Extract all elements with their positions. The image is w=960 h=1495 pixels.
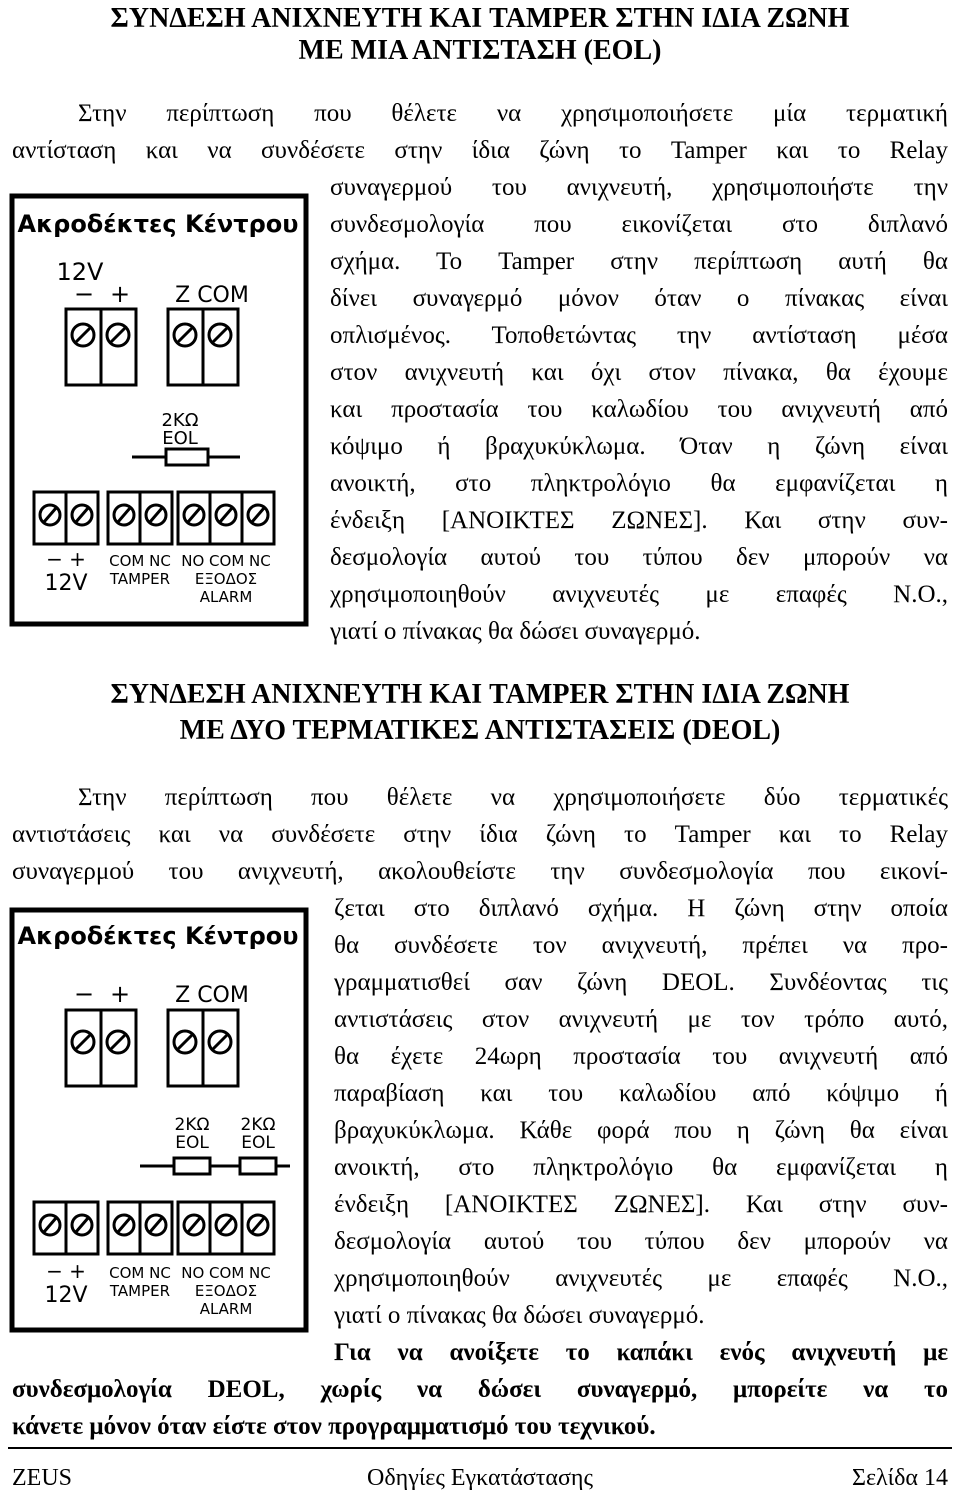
footer-rule	[8, 1447, 952, 1449]
section2-title-line1: ΣΥΝΔΕΣΗ ΑΝΙΧΝΕΥΤΗ ΚΑΙ TAMPER ΣΤΗΝ ΙΔΙΑ ΖΩΝΗ	[110, 679, 850, 710]
s1-line-7: οπλισμένος. Τοποθετώντας την αντίσταση μέσα	[330, 322, 948, 349]
resistor-1-value: 2KΩ	[174, 1115, 210, 1135]
s1-line-13: δεσμολογία αυτού του τύπου δεν μπορούν να	[330, 544, 948, 571]
panel-12v: 12V	[56, 258, 104, 286]
det-alarm: ALARM	[199, 588, 253, 606]
wiring-diagram-deol	[8, 906, 318, 1338]
panel-zcom: Z COM	[175, 283, 249, 308]
resistor-2-label: EOL	[241, 1133, 275, 1153]
panel-plus-2: +	[109, 980, 131, 1008]
panel-minus: −	[73, 280, 95, 308]
s1-line-2: αντίσταση και να συνδέσετε στην ίδια ζώνη το Tamper και το Relay	[12, 137, 948, 164]
s1-line-11: ανοικτή, στο πληκτρολόγιο θα εμφανίζεται η	[330, 470, 948, 497]
s1-line-8: στον ανιχνευτή και όχι στον πίνακα, θα έχουμε	[330, 359, 948, 386]
det-com-nc-2: COM NC	[109, 1264, 171, 1282]
det-tamper: TAMPER	[109, 570, 171, 588]
wiring-diagram-eol	[8, 192, 318, 632]
resistor-label: EOL	[162, 428, 198, 449]
s2-line-14: χρησιμοποιηθούν ανιχνευτές με επαφές Ν.Ο.,	[334, 1265, 948, 1292]
s2-line-1: Στην περίπτωση που θέλετε να χρησιμοποιήσετε δύο τερματικές	[78, 784, 948, 811]
det-exodos-2: ΕΞΟΔΟΣ	[194, 1282, 258, 1300]
s1-line-9: και προστασία του καλωδίου του ανιχνευτή από	[330, 396, 948, 423]
resistor-value: 2KΩ	[161, 410, 199, 431]
s2-line-4: ζεται στο διπλανό σχήμα. Η ζώνη στην οποία	[334, 895, 948, 922]
s2-bold-line-3: κάνετε μόνον όταν είστε στον προγραμματισμό του τεχνικού.	[12, 1413, 656, 1440]
det-minus-plus: − +	[46, 547, 86, 571]
panel-zcom-2: Z COM	[175, 983, 249, 1008]
s1-line-4: συνδεσμολογία που εικονίζεται στο διπλανό	[330, 211, 948, 238]
det-minus-plus-2: − +	[46, 1259, 86, 1283]
s2-line-13: δεσμολογία αυτού του τύπου δεν μπορούν να	[334, 1228, 948, 1255]
panel-title-2: Ακροδέκτες Κέντρου	[17, 922, 299, 950]
det-12v-2: 12V	[44, 1283, 88, 1308]
det-alarm-2: ALARM	[199, 1300, 253, 1318]
s2-line-7: αντιστάσεις στον ανιχνευτή με τον τρόπο αυτό,	[334, 1006, 948, 1033]
s2-line-11: ανοικτή, στο πληκτρολόγιο θα εμφανίζεται η	[334, 1154, 948, 1181]
s1-line-3: συναγερμού του ανιχνευτή, χρησιμοποιήστε την	[330, 174, 948, 201]
det-tamper-2: TAMPER	[109, 1282, 171, 1300]
s1-line-12: ένδειξη [ΑΝΟΙΚΤΕΣ ΖΩΝΕΣ]. Και στην συν-	[330, 507, 948, 534]
s2-line-6: γραμματισθεί σαν ζώνη DEOL. Συνδέοντας τις	[334, 969, 948, 996]
resistor-2-value: 2KΩ	[240, 1115, 276, 1135]
section1-title-line1: ΣΥΝΔΕΣΗ ΑΝΙΧΝΕΥΤΗ ΚΑΙ TAMPER ΣΤΗΝ ΙΔΙΑ ΖΩΝΗ	[110, 3, 850, 34]
det-no-com-nc-2: NO COM NC	[181, 1264, 271, 1282]
footer-brand: ZEUS	[12, 1465, 72, 1491]
s2-line-3: συναγερμού του ανιχνευτή, ακολουθείστε την συνδεσμολογία που εικονί-	[12, 858, 948, 885]
s1-line-14: χρησιμοποιηθούν ανιχνευτές με επαφές Ν.Ο.,	[330, 581, 948, 608]
s1-line-10: κόψιμο ή βραχυκύκλωμα. Όταν η ζώνη είναι	[330, 433, 948, 460]
s2-line-10: βραχυκύκλωμα. Κάθε φορά που η ζώνη θα είναι	[334, 1117, 948, 1144]
s1-line-5: σχήμα. Το Tamper στην περίπτωση αυτή θα	[330, 248, 948, 275]
section1-title-line2: ΜΕ ΜΙΑ ΑΝΤΙΣΤΑΣΗ (EOL)	[298, 35, 662, 66]
s2-line-2: αντιστάσεις και να συνδέσετε στην ίδια ζώνη το Tamper και το Relay	[12, 821, 948, 848]
footer-title: Οδηγίες Εγκατάστασης	[367, 1465, 593, 1491]
s2-line-5: θα συνδέσετε τον ανιχνευτή, πρέπει να προ-	[334, 932, 948, 959]
s2-line-12: ένδειξη [ΑΝΟΙΚΤΕΣ ΖΩΝΕΣ]. Και στην συν-	[334, 1191, 948, 1218]
panel-minus-2: −	[73, 980, 95, 1008]
s1-line-6: δίνει συναγερμό μόνον όταν ο πίνακας είναι	[330, 285, 948, 312]
s1-line-15: γιατί ο πίνακας θα δώσει συναγερμό.	[330, 618, 701, 645]
section2-title-line2: ΜΕ ΔΥΟ ΤΕΡΜΑΤΙΚΕΣ ΑΝΤΙΣΤΑΣΕΙΣ (DEOL)	[179, 715, 781, 746]
det-exodos: ΕΞΟΔΟΣ	[194, 570, 258, 588]
s2-line-9: παραβίαση και του καλωδίου από κόψιμο ή	[334, 1080, 948, 1107]
s2-bold-line-2: συνδεσμολογία DEOL, χωρίς να δώσει συναγερμό, μπορείτε να το	[12, 1376, 948, 1403]
panel-plus: +	[109, 280, 131, 308]
s1-line-1: Στην περίπτωση που θέλετε να χρησιμοποιήσετε μία τερματική	[78, 100, 948, 127]
s2-bold-line-1: Για να ανοίξετε το καπάκι ενός ανιχνευτή με	[334, 1339, 948, 1366]
footer-page-number: Σελίδα 14	[851, 1465, 948, 1491]
det-no-com-nc: NO COM NC	[181, 552, 271, 570]
resistor-1-label: EOL	[175, 1133, 209, 1153]
panel-title: Ακροδέκτες Κέντρου	[17, 210, 299, 238]
det-12v: 12V	[44, 571, 88, 596]
s2-line-15: γιατί ο πίνακας θα δώσει συναγερμό.	[334, 1302, 705, 1329]
det-com-nc: COM NC	[109, 552, 171, 570]
s2-line-8: θα έχετε 24ωρη προστασία του ανιχνευτή από	[334, 1043, 948, 1070]
